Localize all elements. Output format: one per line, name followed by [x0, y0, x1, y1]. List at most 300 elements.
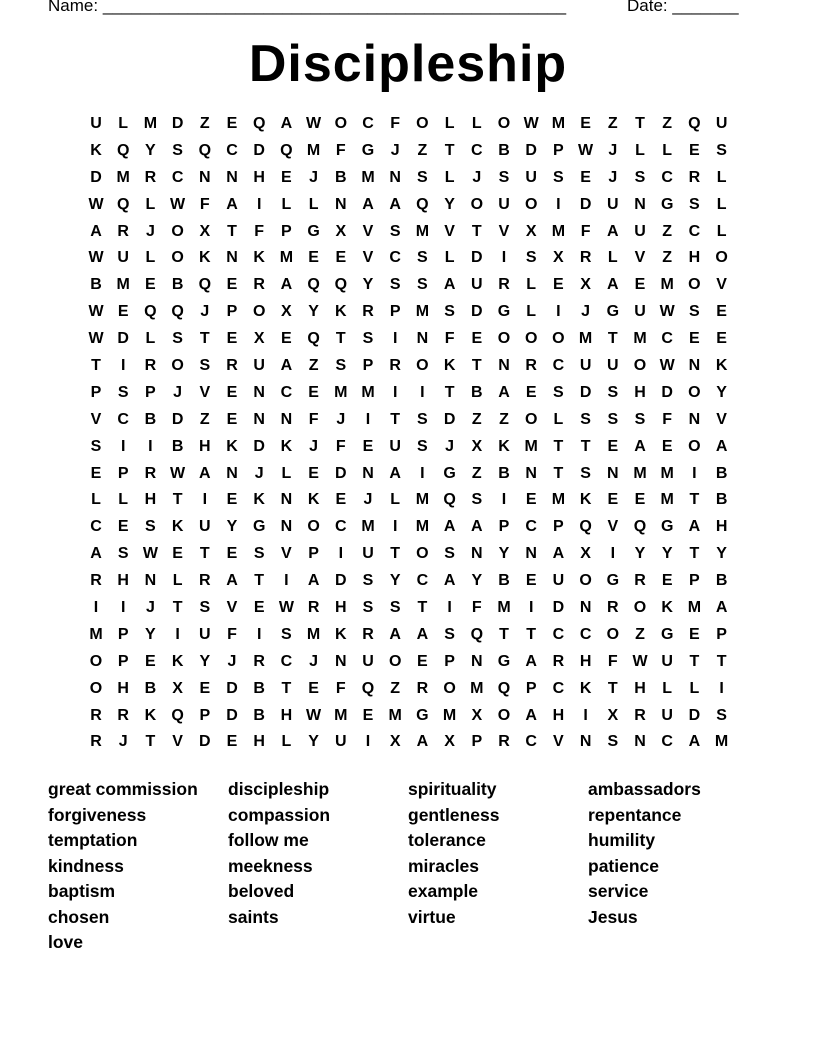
grid-letter: Z	[662, 222, 673, 240]
grid-letter: S	[716, 706, 727, 724]
grid-letter: D	[90, 168, 102, 186]
grid-letter: O	[715, 249, 728, 267]
grid-letter: O	[633, 599, 647, 617]
grid-letter: T	[689, 652, 700, 670]
grid-letter: Y	[199, 652, 211, 670]
grid-letter: V	[634, 249, 646, 267]
grid-letter: H	[280, 706, 293, 724]
grid-letter: H	[579, 652, 592, 670]
grid-letter: Q	[116, 195, 130, 213]
grid-letter: P	[553, 141, 564, 159]
grid-letter: X	[553, 249, 564, 267]
grid-letter: W	[278, 599, 294, 617]
grid-letter: N	[471, 652, 483, 670]
grid-letter: Q	[307, 330, 320, 348]
word-list-item: discipleship	[228, 779, 330, 799]
page-title: Discipleship	[248, 35, 568, 93]
grid-letter: B	[253, 679, 265, 697]
grid-letter: J	[581, 303, 591, 321]
grid-letter: X	[471, 706, 483, 724]
grid-letter: H	[117, 679, 129, 697]
grid-letter: L	[635, 141, 645, 159]
grid-letter: X	[199, 222, 211, 240]
grid-letter: E	[117, 518, 129, 536]
grid-letter: I	[338, 545, 344, 563]
grid-letter: K	[226, 437, 238, 455]
grid-letter: S	[117, 545, 129, 563]
grid-letter: J	[390, 141, 400, 159]
grid-letter: Z	[662, 115, 673, 132]
grid-letter: F	[662, 410, 673, 428]
grid-letter: T	[227, 222, 237, 240]
grid-letter: T	[471, 222, 482, 240]
grid-letter: T	[390, 545, 401, 563]
grid-letter: P	[389, 303, 401, 321]
grid-letter: O	[416, 545, 429, 563]
grid-letter: A	[416, 625, 429, 643]
grid-letter: E	[226, 410, 238, 428]
grid-letter: T	[689, 545, 700, 563]
grid-letter: O	[497, 115, 511, 132]
grid-letter: A	[552, 545, 565, 563]
grid-letter: R	[362, 303, 374, 321]
grid-letter: X	[580, 545, 591, 563]
grid-letter: A	[226, 195, 238, 213]
grid-letter: Y	[444, 195, 455, 213]
grid-letter: M	[415, 491, 430, 509]
grid-letter: A	[443, 572, 456, 590]
grid-letter: E	[199, 679, 211, 697]
grid-letter: O	[524, 330, 538, 348]
grid-letter: E	[226, 276, 238, 294]
grid-letter: Y	[498, 545, 510, 563]
grid-letter: V	[716, 410, 727, 428]
grid-letter: O	[497, 330, 511, 348]
grid-letter: R	[307, 599, 320, 617]
grid-letter: G	[416, 706, 429, 724]
word-list-item: example	[408, 881, 479, 901]
grid-letter: R	[144, 357, 157, 375]
grid-letter: O	[334, 115, 348, 132]
grid-letter: O	[470, 195, 484, 213]
grid-letter: U	[525, 168, 537, 186]
grid-letter: M	[415, 222, 430, 240]
grid-letter: D	[226, 679, 238, 697]
grid-letter: S	[199, 357, 211, 375]
grid-letter: W	[523, 115, 539, 132]
grid-letter: Q	[171, 303, 184, 321]
grid-letter: A	[471, 518, 483, 536]
word-list-item: virtue	[408, 906, 456, 927]
grid-letter: D	[688, 706, 701, 724]
grid-letter: C	[552, 625, 565, 643]
grid-letter: M	[633, 330, 647, 348]
grid-letter: S	[525, 249, 537, 267]
grid-letter: H	[253, 168, 265, 186]
grid-letter: B	[335, 168, 347, 186]
grid-letter: N	[471, 545, 483, 563]
grid-letter: R	[498, 733, 510, 751]
grid-letter: C	[226, 141, 238, 159]
grid-letter: I	[719, 679, 724, 697]
grid-letter: L	[553, 410, 564, 428]
grid-letter: L	[281, 733, 292, 751]
grid-letter: J	[145, 599, 155, 617]
grid-letter: U	[335, 733, 347, 751]
grid-letter: T	[553, 437, 564, 455]
grid-letter: R	[117, 222, 129, 240]
grid-letter: S	[117, 383, 129, 401]
grid-letter: K	[715, 357, 728, 375]
grid-letter: Q	[334, 276, 348, 294]
grid-letter: G	[497, 303, 511, 321]
grid-letter: U	[634, 303, 646, 321]
grid-letter: U	[661, 706, 673, 724]
grid-letter: R	[634, 706, 646, 724]
grid-letter: P	[444, 652, 455, 670]
grid-letter: B	[498, 572, 510, 590]
grid-letter: I	[392, 330, 398, 348]
grid-letter: E	[580, 168, 591, 186]
grid-letter: P	[498, 518, 510, 536]
grid-letter: I	[202, 491, 208, 509]
grid-letter: T	[553, 464, 564, 482]
grid-letter: I	[556, 195, 561, 213]
grid-letter: I	[392, 518, 398, 536]
grid-letter: Z	[308, 357, 319, 375]
grid-letter: B	[90, 276, 102, 294]
grid-letter: W	[170, 464, 186, 482]
grid-letter: L	[281, 464, 292, 482]
grid-letter: X	[172, 679, 183, 697]
grid-letter: C	[335, 518, 347, 536]
grid-letter: H	[144, 491, 157, 509]
grid-letter: T	[199, 330, 210, 348]
grid-letter: F	[308, 410, 319, 428]
grid-letter: V	[498, 222, 510, 240]
grid-letter: J	[200, 303, 210, 321]
grid-letter: O	[633, 357, 647, 375]
grid-letter: E	[226, 491, 238, 509]
word-list-item: gentleness	[408, 804, 500, 825]
grid-letter: B	[171, 437, 184, 455]
grid-letter: O	[416, 115, 429, 132]
grid-letter: P	[689, 572, 700, 590]
grid-letter: N	[525, 464, 537, 482]
grid-letter: A	[443, 276, 456, 294]
grid-letter: I	[556, 303, 561, 321]
grid-letter: N	[579, 733, 592, 751]
grid-letter: R	[144, 464, 157, 482]
grid-letter: P	[199, 706, 211, 724]
grid-letter: E	[226, 330, 238, 348]
grid-letter: M	[361, 168, 375, 186]
grid-letter: A	[389, 195, 401, 213]
grid-letter: X	[580, 276, 591, 294]
grid-letter: T	[607, 679, 618, 697]
grid-letter: S	[444, 545, 455, 563]
word-list-item: Jesus	[588, 906, 638, 927]
grid-letter: S	[716, 141, 727, 159]
grid-letter: F	[444, 330, 455, 348]
grid-letter: J	[173, 383, 183, 401]
word-list-item: forgiveness	[48, 804, 147, 825]
grid-letter: N	[579, 599, 592, 617]
word-list-item: kindness	[48, 855, 124, 876]
grid-letter: A	[525, 706, 537, 724]
grid-letter: T	[145, 733, 156, 751]
grid-letter: A	[715, 599, 728, 617]
grid-letter: R	[634, 572, 646, 590]
grid-letter: S	[607, 733, 619, 751]
grid-letter: K	[307, 491, 320, 509]
grid-letter: N	[688, 410, 701, 428]
grid-letter: B	[498, 141, 510, 159]
grid-letter: F	[335, 437, 346, 455]
word-list-item: beloved	[228, 881, 295, 901]
grid-letter: M	[633, 464, 647, 482]
grid-letter: I	[528, 599, 534, 617]
grid-letter: Q	[198, 141, 212, 159]
grid-letter: V	[281, 545, 292, 563]
grid-letter: E	[525, 383, 537, 401]
grid-letter: T	[281, 679, 292, 697]
grid-letter: J	[309, 652, 319, 670]
grid-letter: L	[526, 276, 537, 294]
grid-letter: C	[117, 410, 129, 428]
grid-letter: N	[335, 195, 347, 213]
grid-letter: J	[309, 437, 319, 455]
grid-letter: A	[443, 518, 456, 536]
grid-letter: Z	[635, 625, 645, 643]
grid-letter: I	[692, 464, 697, 482]
grid-letter: E	[226, 383, 238, 401]
grid-letter: O	[252, 303, 266, 321]
grid-letter: Q	[470, 625, 484, 643]
grid-letter: M	[306, 141, 321, 159]
grid-letter: J	[254, 464, 264, 482]
grid-letter: U	[634, 222, 646, 240]
grid-letter: N	[226, 168, 238, 186]
grid-letter: D	[226, 706, 238, 724]
grid-letter: U	[389, 437, 401, 455]
grid-letter: U	[362, 652, 374, 670]
grid-letter: M	[415, 303, 430, 321]
grid-letter: L	[662, 679, 673, 697]
grid-letter: S	[389, 276, 401, 294]
grid-letter: I	[120, 357, 126, 375]
grid-letter: V	[716, 276, 727, 294]
grid-letter: M	[660, 491, 674, 509]
grid-letter: L	[471, 115, 482, 132]
grid-letter: T	[499, 625, 509, 643]
grid-letter: N	[335, 652, 347, 670]
grid-letter: G	[361, 141, 375, 159]
grid-letter: X	[253, 330, 265, 348]
word-list-item: miracles	[408, 855, 480, 876]
grid-letter: P	[145, 383, 156, 401]
grid-letter: L	[607, 249, 618, 267]
grid-letter: F	[607, 652, 618, 670]
grid-letter: I	[256, 625, 262, 643]
grid-letter: N	[280, 491, 293, 509]
grid-letter: H	[634, 679, 646, 697]
grid-letter: K	[579, 491, 592, 509]
grid-letter: L	[689, 679, 700, 697]
grid-letter: U	[715, 115, 728, 132]
grid-letter: A	[607, 276, 619, 294]
grid-letter: Z	[417, 141, 428, 159]
grid-letter: N	[416, 330, 429, 348]
word-list-item: temptation	[48, 830, 138, 850]
grid-letter: M	[578, 330, 593, 348]
grid-letter: S	[444, 625, 455, 643]
grid-letter: K	[171, 518, 184, 536]
date-label: Date:	[627, 0, 668, 15]
grid-letter: L	[145, 249, 156, 267]
grid-letter: F	[390, 115, 401, 132]
grid-letter: V	[444, 222, 455, 240]
grid-letter: G	[660, 625, 674, 643]
grid-letter: D	[117, 330, 129, 348]
grid-letter: K	[144, 706, 157, 724]
grid-letter: K	[661, 599, 673, 617]
grid-letter: E	[716, 303, 727, 321]
grid-letter: D	[525, 141, 537, 159]
grid-letter: V	[362, 222, 374, 240]
grid-letter: B	[715, 491, 728, 509]
grid-letter: D	[579, 195, 592, 213]
grid-letter: E	[226, 545, 238, 563]
grid-letter: I	[501, 491, 507, 509]
grid-letter: T	[471, 357, 482, 375]
grid-letter: D	[443, 410, 456, 428]
grid-letter: J	[472, 168, 482, 186]
grid-letter: D	[171, 410, 184, 428]
grid-letter: P	[281, 222, 292, 240]
grid-letter: O	[688, 276, 701, 294]
grid-letter: E	[253, 599, 265, 617]
grid-letter: W	[659, 303, 675, 321]
grid-letter: D	[471, 249, 483, 267]
grid-letter: N	[280, 410, 293, 428]
grid-letter: A	[389, 625, 401, 643]
grid-letter: B	[715, 572, 728, 590]
grid-letter: Q	[252, 115, 266, 132]
grid-letter: X	[607, 706, 619, 724]
grid-letter: E	[90, 464, 102, 482]
name-label: Name:	[48, 0, 99, 15]
grid-letter: C	[661, 733, 673, 751]
grid-letter: U	[498, 195, 510, 213]
grid-letter: W	[659, 357, 675, 375]
header	[48, 0, 748, 20]
grid-letter: E	[281, 168, 292, 186]
grid-letter: X	[525, 222, 537, 240]
grid-letter: J	[608, 168, 618, 186]
grid-letter: Y	[716, 383, 727, 401]
grid-letter: W	[632, 652, 648, 670]
grid-letter: S	[335, 357, 347, 375]
grid-letter: W	[306, 115, 322, 132]
grid-letter: S	[417, 437, 428, 455]
grid-letter: E	[716, 330, 727, 348]
grid-letter: B	[471, 383, 483, 401]
grid-letter: J	[118, 733, 128, 751]
grid-letter: N	[688, 357, 701, 375]
grid-letter: A	[688, 733, 701, 751]
grid-letter: D	[471, 303, 483, 321]
grid-letter: P	[362, 357, 374, 375]
grid-letter: J	[145, 222, 155, 240]
grid-letter: M	[388, 706, 402, 724]
grid-letter: A	[90, 222, 102, 240]
grid-letter: R	[552, 652, 565, 670]
grid-letter: U	[253, 357, 265, 375]
grid-letter: E	[634, 491, 646, 509]
grid-letter: C	[90, 518, 102, 536]
grid-letter: N	[498, 357, 510, 375]
grid-letter: E	[362, 706, 374, 724]
grid-letter: T	[172, 491, 183, 509]
date-blank: _______	[672, 0, 739, 15]
grid-letter: N	[253, 410, 265, 428]
grid-letter: Q	[144, 303, 157, 321]
grid-letter: Z	[390, 679, 401, 697]
grid-letter: X	[335, 222, 347, 240]
grid-letter: N	[144, 572, 157, 590]
grid-letter: K	[171, 652, 184, 670]
grid-letter: N	[607, 464, 619, 482]
grid-letter: K	[90, 141, 102, 159]
grid-letter: C	[688, 222, 701, 240]
grid-letter: C	[280, 652, 293, 670]
grid-letter: K	[253, 491, 265, 509]
grid-letter: C	[471, 141, 483, 159]
grid-letter: N	[389, 168, 401, 186]
grid-letter: I	[420, 464, 425, 482]
grid-letter: M	[334, 706, 348, 724]
word-list-item: saints	[228, 906, 279, 927]
grid-letter: Z	[662, 249, 673, 267]
grid-letter: S	[172, 330, 183, 348]
grid-letter: Q	[198, 276, 212, 294]
grid-letter: N	[362, 464, 374, 482]
grid-letter: E	[117, 303, 129, 321]
grid-letter: L	[145, 195, 156, 213]
grid-letter: I	[175, 625, 180, 643]
grid-letter: M	[89, 625, 103, 643]
grid-letter: O	[524, 410, 538, 428]
grid-letter: T	[526, 625, 537, 643]
grid-letter: C	[661, 168, 673, 186]
grid-letter: A	[607, 222, 619, 240]
grid-letter: E	[226, 733, 238, 751]
grid-letter: S	[281, 625, 292, 643]
grid-letter: Y	[471, 572, 483, 590]
grid-letter: Y	[308, 733, 319, 751]
grid-letter: I	[501, 249, 507, 267]
grid-letter: C	[525, 518, 537, 536]
grid-letter: T	[417, 599, 428, 617]
grid-letter: Y	[362, 276, 374, 294]
grid-letter: S	[199, 599, 211, 617]
grid-letter: L	[172, 572, 183, 590]
grid-letter: S	[553, 168, 564, 186]
grid-letter: S	[362, 330, 374, 348]
grid-letter: H	[688, 249, 701, 267]
grid-letter: K	[335, 625, 347, 643]
